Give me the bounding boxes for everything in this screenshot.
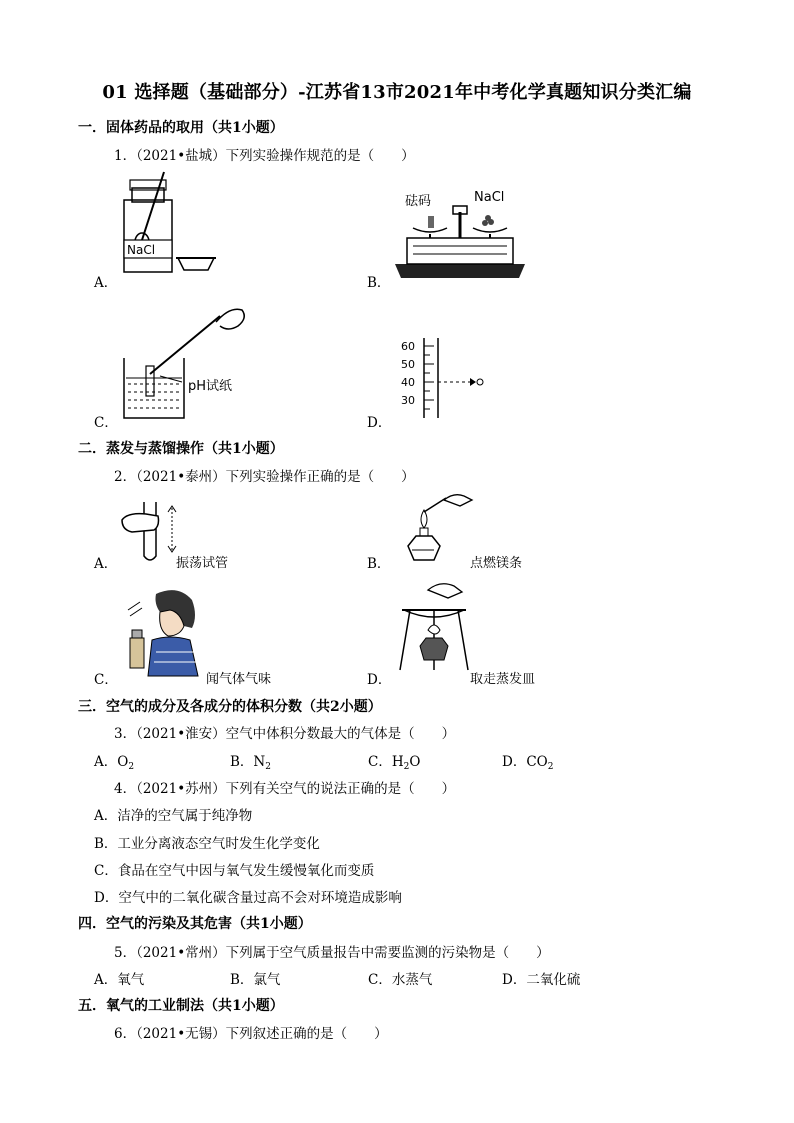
- cylinder-tick-30: 30: [401, 394, 415, 407]
- q2-caption-d: 取走蒸发皿: [470, 672, 536, 687]
- q2-option-b: B．: [367, 556, 391, 572]
- q4-option-c: C．食品在空气中因与氧气发生缓慢氧化而变质: [94, 863, 375, 879]
- q1-option-c: C．: [94, 415, 118, 431]
- alcohol-lamp-figure: [398, 492, 478, 570]
- q1-option-a: A．: [94, 275, 118, 291]
- page-title: 01 选择题（基础部分）-江苏省13市2021年中考化学真题知识分类汇编: [102, 82, 692, 103]
- q5-option-b: B．氯气: [230, 972, 281, 988]
- q5-option-a: A．氧气: [94, 972, 145, 988]
- question-6-stem: 6．（2021•无锡）下列叙述正确的是（ ）: [114, 1026, 388, 1042]
- q2-caption-b: 点燃镁条: [470, 556, 523, 571]
- question-2-stem: 2．（2021•泰州）下列实验操作正确的是（ ）: [114, 469, 415, 485]
- question-5-stem: 5．（2021•常州）下列属于空气质量报告中需要监测的污染物是（ ）: [114, 945, 550, 961]
- q4-option-d: D．空气中的二氧化碳含量过高不会对环境造成影响: [94, 890, 402, 906]
- q3-option-c: C．$H_2O$: [368, 754, 421, 772]
- q2-caption-c: 闻气体气味: [206, 672, 272, 687]
- section-heading-3: 三．空气的成分及各成分的体积分数（共2小题）: [78, 699, 382, 715]
- ph-paper-beaker-figure: [120, 302, 250, 420]
- q1-option-d: D．: [367, 415, 392, 431]
- question-3-stem: 3．（2021•淮安）空气中体积分数最大的气体是（ ）: [114, 726, 456, 742]
- q5-option-c: C．水蒸气: [368, 972, 433, 988]
- q2-option-d: D．: [367, 672, 392, 688]
- section-heading-5: 五．氧气的工业制法（共1小题）: [78, 998, 284, 1014]
- q4-option-b: B．工业分离液态空气时发生化学变化: [94, 836, 320, 852]
- nacl-scale-label: NaCl: [474, 190, 505, 205]
- section-heading-4: 四．空气的污染及其危害（共1小题）: [78, 916, 312, 932]
- q2-option-c: C．: [94, 672, 118, 688]
- cylinder-tick-50: 50: [401, 358, 415, 371]
- q3-option-a: A．$O_2$: [94, 754, 135, 772]
- question-1-stem: 1．（2021•盐城）下列实验操作规范的是（ ）: [114, 148, 415, 164]
- q2-option-a: A．: [94, 556, 118, 572]
- question-4-stem: 4．（2021•苏州）下列有关空气的说法正确的是（ ）: [114, 781, 456, 797]
- q1-option-b: B．: [367, 275, 391, 291]
- evaporating-dish-figure: [396, 580, 472, 672]
- q3-option-d: D．$CO_2$: [502, 754, 554, 772]
- ph-paper-label: pH试纸: [188, 379, 233, 394]
- q4-option-a: A．洁净的空气属于纯净物: [94, 808, 253, 824]
- balance-figure: [395, 198, 525, 280]
- weight-label: 砝码: [405, 194, 432, 209]
- cylinder-tick-40: 40: [401, 376, 415, 389]
- q2-caption-a: 振荡试管: [176, 556, 229, 571]
- q3-option-b: B．$N_2$: [230, 754, 271, 772]
- nacl-bottle-label: NaCl: [127, 243, 156, 257]
- smell-gas-figure: [118, 586, 202, 678]
- reagent-bottle-figure: [118, 170, 228, 275]
- section-heading-2: 二．蒸发与蒸馏操作（共1小题）: [78, 441, 284, 457]
- section-heading-1: 一．固体药品的取用（共1小题）: [78, 120, 284, 136]
- cylinder-tick-60: 60: [401, 340, 415, 353]
- q5-option-d: D．二氧化硫: [502, 972, 581, 988]
